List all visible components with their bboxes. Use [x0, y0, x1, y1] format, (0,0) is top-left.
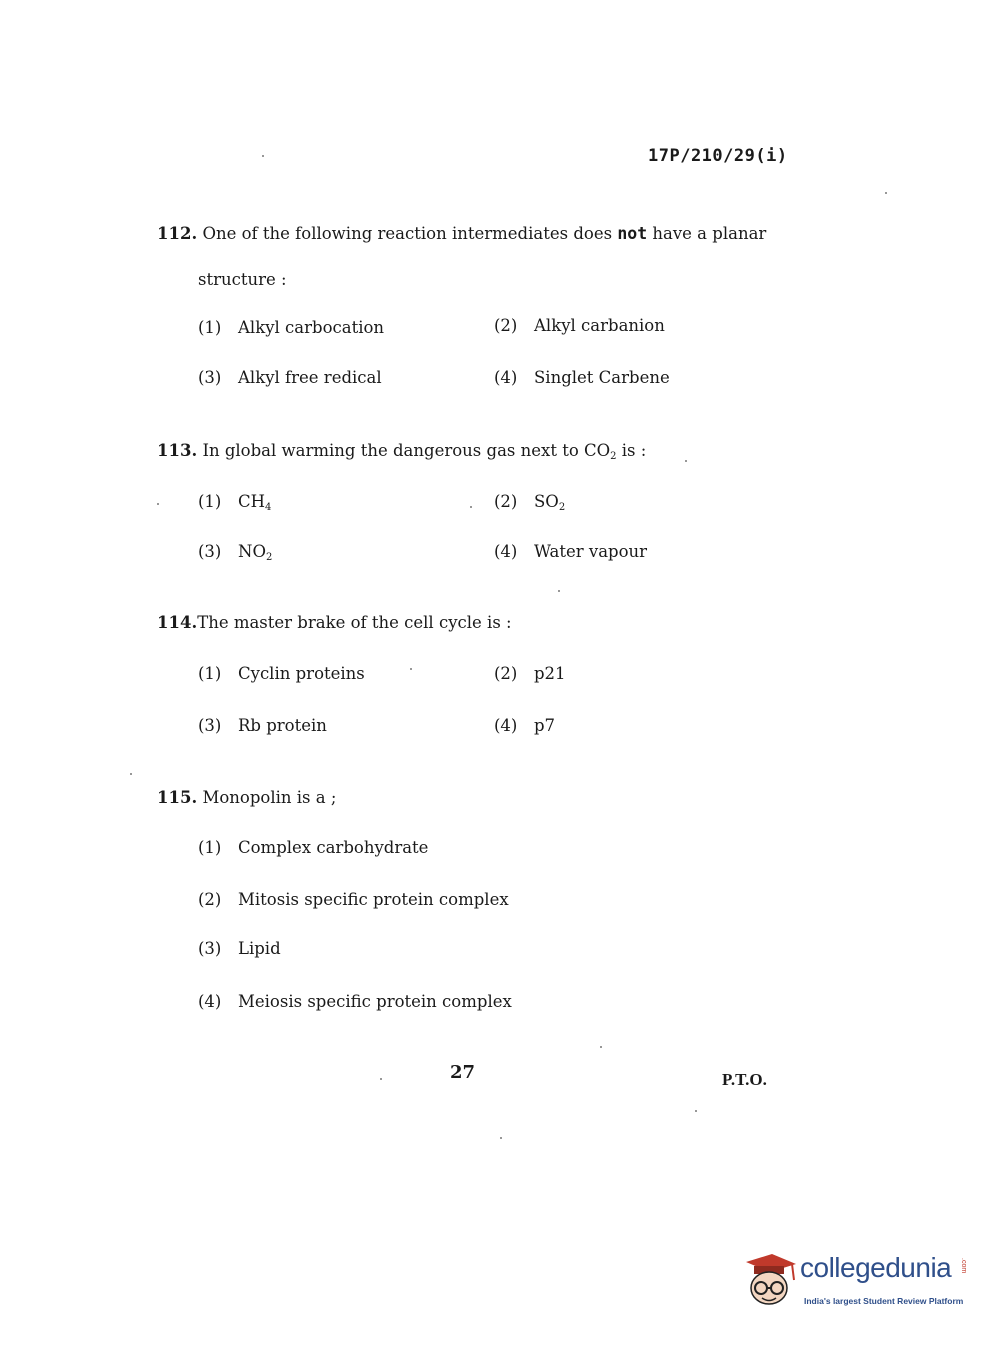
subscript: 2	[610, 451, 617, 462]
option-114-4	[494, 716, 555, 735]
question-text: In global warming the dangerous gas next to CO	[202, 441, 611, 460]
scan-speck	[558, 590, 560, 592]
option-text: Lipid	[238, 939, 281, 958]
collegedunia-logo	[742, 1250, 972, 1310]
option-113-2	[494, 492, 565, 513]
question-number: 112.	[157, 224, 198, 243]
scan-speck	[695, 1110, 697, 1112]
option-text: Alkyl free redical	[238, 368, 382, 387]
page-number: 27	[450, 1062, 476, 1083]
option-115-2	[198, 890, 509, 909]
option-number: (1)	[198, 492, 222, 511]
scan-speck	[500, 1137, 502, 1139]
option-112-1	[198, 318, 384, 337]
question-number: 113.	[157, 441, 198, 460]
option-text: NO	[238, 542, 266, 561]
option-text: SO	[534, 492, 559, 511]
question-113	[157, 441, 646, 462]
question-text: The master brake of the cell cycle is :	[197, 613, 512, 632]
scan-speck	[157, 503, 159, 505]
option-text: p7	[534, 716, 556, 735]
option-number: (3)	[198, 939, 222, 958]
option-text: p21	[534, 664, 566, 683]
option-text: Meiosis specific protein complex	[238, 992, 512, 1011]
option-number: (3)	[198, 368, 222, 387]
option-number: (4)	[494, 368, 518, 387]
pto-label: P.T.O.	[722, 1070, 767, 1089]
option-text: Rb protein	[238, 716, 327, 735]
scan-speck	[470, 506, 472, 508]
option-113-1	[198, 492, 271, 513]
option-114-3	[198, 716, 327, 735]
option-115-3	[198, 939, 281, 958]
option-number: (3)	[198, 716, 222, 735]
option-number: (3)	[198, 542, 222, 561]
scan-speck	[380, 1078, 382, 1080]
option-text: Alkyl carbanion	[534, 316, 665, 335]
option-number: (4)	[494, 716, 518, 735]
scan-speck	[130, 773, 132, 775]
option-112-2	[494, 316, 665, 335]
question-115	[157, 788, 336, 807]
subscript: 4	[265, 502, 272, 513]
scan-speck	[410, 668, 412, 670]
question-text-end: is :	[621, 441, 647, 460]
option-114-2	[494, 664, 566, 683]
option-text: Mitosis specific protein complex	[238, 890, 509, 909]
mascot-icon	[742, 1250, 798, 1310]
option-number: (2)	[494, 492, 518, 511]
scan-speck	[600, 1046, 602, 1048]
option-text: Cyclin proteins	[238, 664, 365, 683]
question-text-cont: have a planar	[652, 224, 767, 243]
option-text: Complex carbohydrate	[238, 838, 429, 857]
option-114-1	[198, 664, 365, 683]
option-text: CH	[238, 492, 266, 511]
question-emphasis: not	[617, 224, 648, 243]
option-text: Water vapour	[534, 542, 648, 561]
option-number: (1)	[198, 838, 222, 857]
logo-tagline: India's largest Student Review Platform	[804, 1296, 964, 1306]
scan-speck	[685, 460, 687, 462]
option-number: (4)	[198, 992, 222, 1011]
option-number: (1)	[198, 318, 222, 337]
question-112-line2: structure :	[198, 270, 287, 289]
question-text: One of the following reaction intermediates does	[202, 224, 613, 243]
option-113-3	[198, 542, 272, 563]
option-112-3	[198, 368, 382, 387]
question-text: Monopolin is a ;	[202, 788, 337, 807]
option-number: (2)	[494, 316, 518, 335]
logo-name: collegedunia	[800, 1252, 952, 1283]
question-number: 115.	[157, 788, 198, 807]
option-112-4	[494, 368, 670, 387]
option-number: (2)	[198, 890, 222, 909]
option-text: Alkyl carbocation	[238, 318, 385, 337]
option-113-4	[494, 542, 647, 561]
option-number: (4)	[494, 542, 518, 561]
question-114	[157, 613, 512, 632]
question-number: 114.	[157, 613, 198, 632]
option-number: (2)	[494, 664, 518, 683]
option-number: (1)	[198, 664, 222, 683]
question-112-line1	[157, 224, 766, 243]
option-text: Singlet Carbene	[534, 368, 670, 387]
option-115-4	[198, 992, 512, 1011]
option-115-1	[198, 838, 428, 857]
paper-code: 17P/210/29(i)	[648, 146, 788, 166]
scan-speck	[262, 155, 264, 157]
logo-tld: .com	[960, 1258, 967, 1274]
subscript: 2	[558, 502, 566, 513]
scan-speck	[885, 192, 887, 194]
subscript: 2	[265, 552, 273, 563]
